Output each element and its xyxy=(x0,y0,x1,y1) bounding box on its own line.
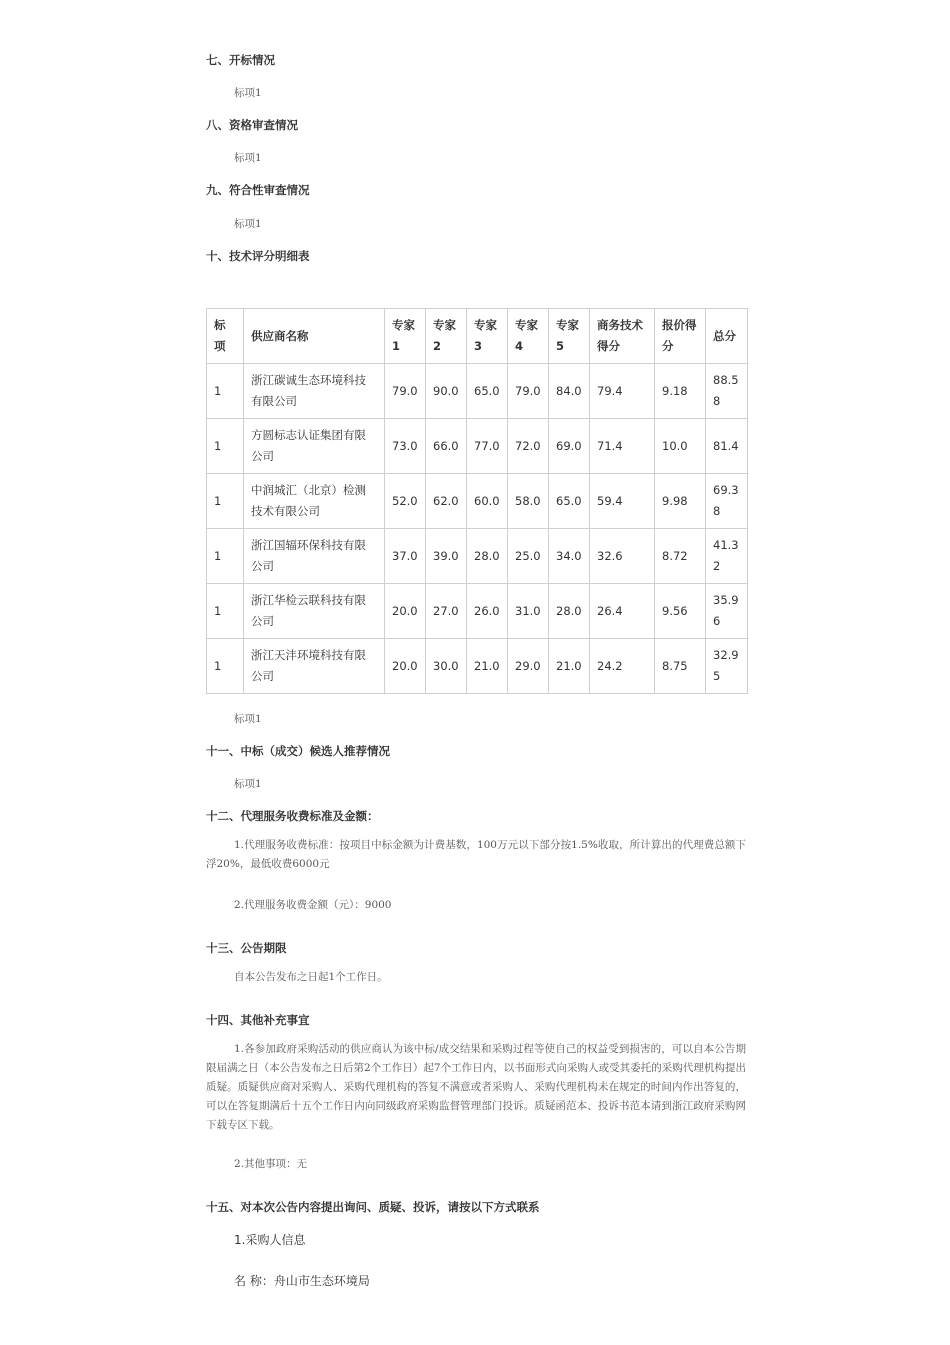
table-cell: 72.0 xyxy=(508,419,549,474)
section-9-title: 九、符合性审查情况 xyxy=(206,183,310,197)
section-13-title: 十三、公告期限 xyxy=(206,941,287,955)
table-cell: 41.32 xyxy=(706,529,748,584)
table-row xyxy=(207,419,748,474)
table-cell: 32.6 xyxy=(590,529,655,584)
table-cell: 81.4 xyxy=(706,419,748,474)
table-cell: 58.0 xyxy=(508,474,549,529)
table-row xyxy=(207,639,748,694)
header-cell: 报价得分 xyxy=(655,309,706,364)
table-cell: 1 xyxy=(207,364,244,419)
table-cell: 62.0 xyxy=(426,474,467,529)
section-7-note: 标项1 xyxy=(234,87,262,99)
section-11-title: 十一、中标（成交）候选人推荐情况 xyxy=(206,744,390,758)
header-cell: 专家3 xyxy=(467,309,508,364)
table-cell: 35.96 xyxy=(706,584,748,639)
table-cell: 84.0 xyxy=(549,364,590,419)
supplier-name-cell: 中润城汇（北京）检测技术有限公司 xyxy=(244,474,385,529)
table-cell: 1 xyxy=(207,474,244,529)
table-cell: 37.0 xyxy=(385,529,426,584)
section-8-note: 标项1 xyxy=(234,152,262,164)
supplier-name-cell: 浙江天沣环境科技有限公司 xyxy=(244,639,385,694)
purchaser-heading: 1.采购人信息 xyxy=(234,1233,306,1247)
table-row xyxy=(207,474,748,529)
table-cell: 9.56 xyxy=(655,584,706,639)
table-cell: 52.0 xyxy=(385,474,426,529)
table-cell: 39.0 xyxy=(426,529,467,584)
section-15-title: 十五、对本次公告内容提出询问、质疑、投诉，请按以下方式联系 xyxy=(206,1200,540,1214)
table-cell: 1 xyxy=(207,639,244,694)
table-cell: 65.0 xyxy=(549,474,590,529)
section-14-title: 十四、其他补充事宜 xyxy=(206,1013,310,1027)
section-11-note: 标项1 xyxy=(234,778,262,790)
table-cell: 1 xyxy=(207,584,244,639)
table-cell: 66.0 xyxy=(426,419,467,474)
table-row xyxy=(207,364,748,419)
section-7-title: 七、开标情况 xyxy=(206,53,275,67)
table-cell: 20.0 xyxy=(385,584,426,639)
table-cell: 29.0 xyxy=(508,639,549,694)
table-cell: 34.0 xyxy=(549,529,590,584)
table-cell: 20.0 xyxy=(385,639,426,694)
section-14-item-2: 2.其他事项：无 xyxy=(234,1158,308,1170)
section-9-note: 标项1 xyxy=(234,218,262,230)
table-cell: 69.38 xyxy=(706,474,748,529)
table-cell: 77.0 xyxy=(467,419,508,474)
header-cell: 专家4 xyxy=(508,309,549,364)
table-cell: 10.0 xyxy=(655,419,706,474)
table-cell: 69.0 xyxy=(549,419,590,474)
header-cell: 标项 xyxy=(207,309,244,364)
table-cell: 79.0 xyxy=(508,364,549,419)
table-cell: 26.0 xyxy=(467,584,508,639)
table-cell: 90.0 xyxy=(426,364,467,419)
table-cell: 32.95 xyxy=(706,639,748,694)
section-10-note: 标项1 xyxy=(234,713,262,725)
table-cell: 79.4 xyxy=(590,364,655,419)
table-cell: 26.4 xyxy=(590,584,655,639)
table-cell: 60.0 xyxy=(467,474,508,529)
table-cell: 71.4 xyxy=(590,419,655,474)
section-12-title: 十二、代理服务收费标准及金额： xyxy=(206,809,379,823)
section-12-item-2: 2.代理服务收费金额（元）：9000 xyxy=(234,899,392,911)
table-cell: 24.2 xyxy=(590,639,655,694)
table-cell: 28.0 xyxy=(549,584,590,639)
table-cell: 8.72 xyxy=(655,529,706,584)
section-10-title: 十、技术评分明细表 xyxy=(206,249,310,263)
table-cell: 31.0 xyxy=(508,584,549,639)
table-cell: 28.0 xyxy=(467,529,508,584)
section-13-text: 自本公告发布之日起1个工作日。 xyxy=(234,971,388,983)
header-cell: 商务技术得分 xyxy=(590,309,655,364)
header-cell: 专家5 xyxy=(549,309,590,364)
table-cell: 65.0 xyxy=(467,364,508,419)
table-cell: 8.75 xyxy=(655,639,706,694)
header-cell: 专家2 xyxy=(426,309,467,364)
supplier-name-cell: 浙江国辐环保科技有限公司 xyxy=(244,529,385,584)
table-cell: 27.0 xyxy=(426,584,467,639)
technical-score-table xyxy=(206,308,748,694)
table-cell: 1 xyxy=(207,419,244,474)
table-cell: 25.0 xyxy=(508,529,549,584)
table-cell: 1 xyxy=(207,529,244,584)
table-row xyxy=(207,529,748,584)
table-cell: 79.0 xyxy=(385,364,426,419)
table-cell: 73.0 xyxy=(385,419,426,474)
table-cell: 9.98 xyxy=(655,474,706,529)
supplier-name-cell: 浙江碳诚生态环境科技有限公司 xyxy=(244,364,385,419)
table-row xyxy=(207,584,748,639)
supplier-name-cell: 浙江华检云联科技有限公司 xyxy=(244,584,385,639)
header-cell: 专家1 xyxy=(385,309,426,364)
table-cell: 59.4 xyxy=(590,474,655,529)
table-header-row xyxy=(207,309,748,364)
section-14-item-1: 1.各参加政府采购活动的供应商认为该中标/成交结果和采购过程等使自己的权益受到损害的，可以自本公告期限届满之日（本公告发布之日后第2个工作日）起7个工作日内，以书面形式向采购人或受其委托的采购代理机构提出质疑。质疑供应商对采购人、采购代理机构的答复不满意或者采购人、采购代理机构未在规定的时间内作出答复的，可以在答复期满后十五个工作日内向同级政府采购监督管理部门投诉。质疑函范本、投诉书范本请到浙江政府采购网下载专区下载。 xyxy=(206,1043,746,1131)
section-12-item-1: 1.代理服务收费标准：按项目中标金额为计费基数，100万元以下部分按1.5%收取，所计算出的代理费总额下浮20%，最低收费6000元 xyxy=(206,839,746,870)
table-cell: 21.0 xyxy=(549,639,590,694)
table-cell: 21.0 xyxy=(467,639,508,694)
table-cell: 30.0 xyxy=(426,639,467,694)
purchaser-name: 名 称：舟山市生态环境局 xyxy=(234,1274,370,1288)
header-cell: 供应商名称 xyxy=(244,309,385,364)
table-cell: 9.18 xyxy=(655,364,706,419)
section-8-title: 八、资格审查情况 xyxy=(206,118,298,132)
supplier-name-cell: 方圆标志认证集团有限公司 xyxy=(244,419,385,474)
table-cell: 88.58 xyxy=(706,364,748,419)
header-cell: 总分 xyxy=(706,309,748,364)
